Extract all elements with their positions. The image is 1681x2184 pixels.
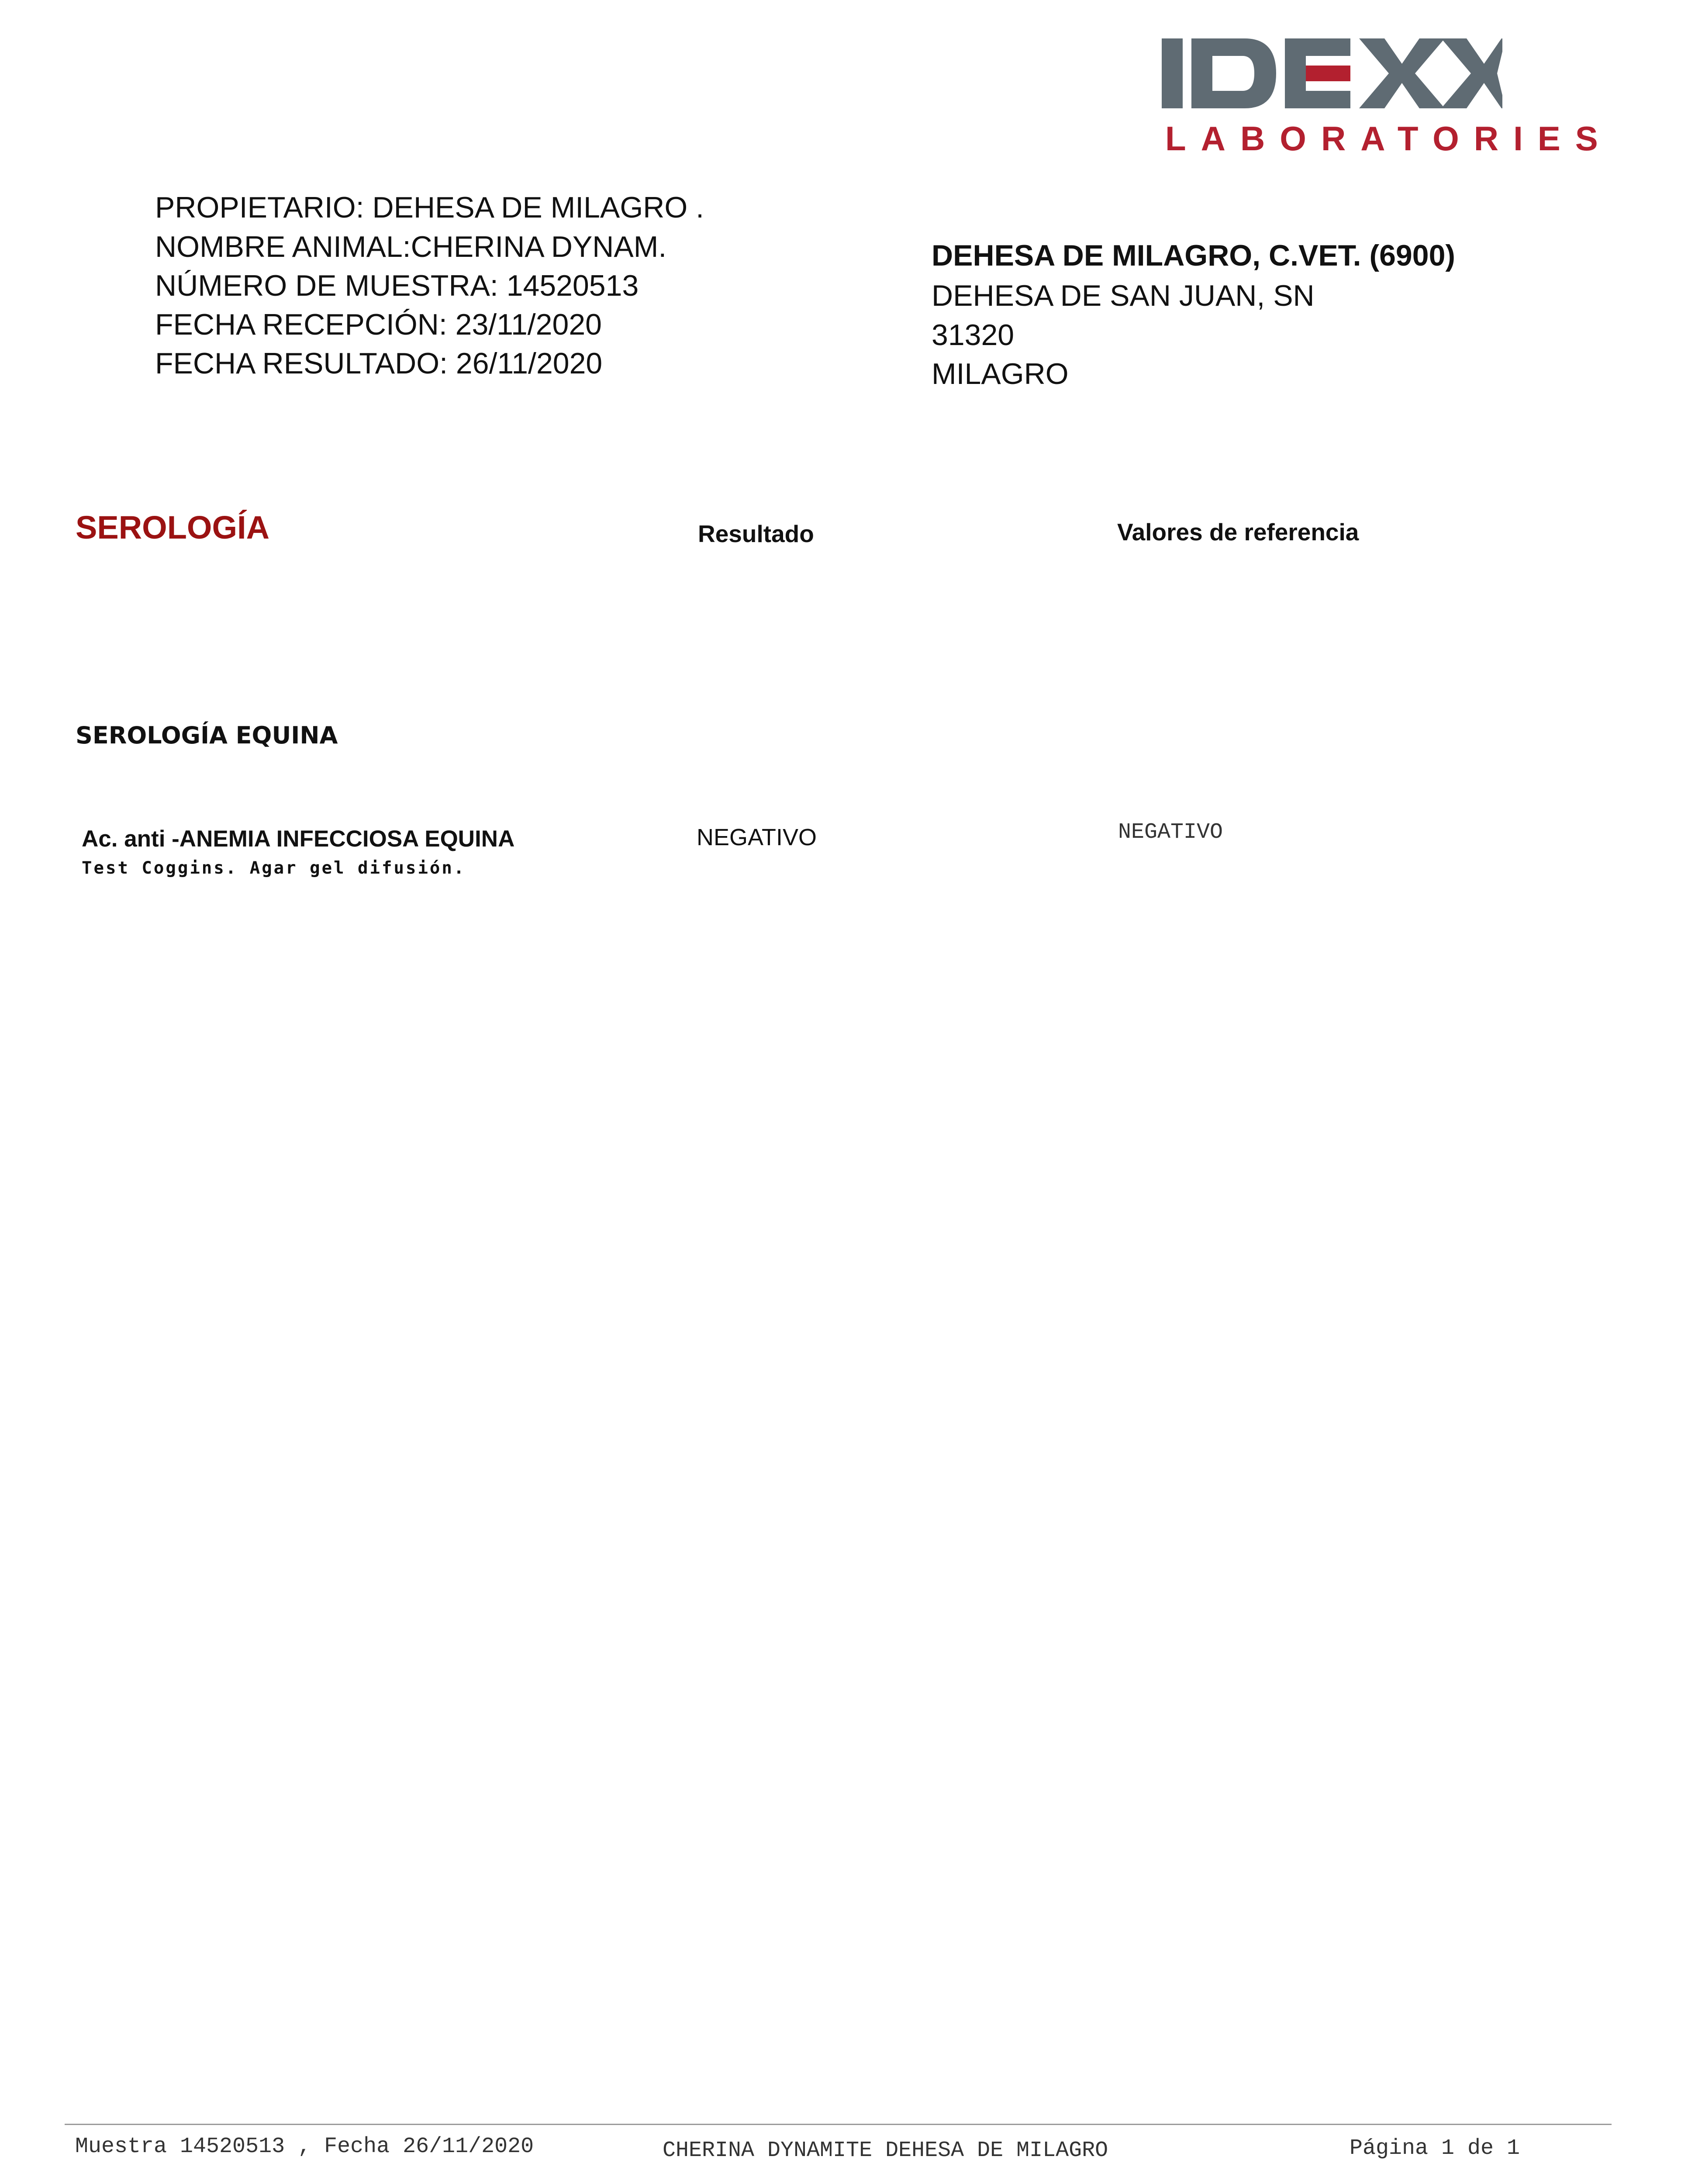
footer-sample-date: Muestra 14520513 , Fecha 26/11/2020 [75, 2134, 534, 2159]
footer-animal-owner: CHERINA DYNAMITE DEHESA DE MILAGRO [663, 2138, 1108, 2163]
logo-subtitle: LABORATORIES [1165, 119, 1613, 158]
reception-date-line: FECHA RECEPCIÓN: 23/11/2020 [155, 308, 602, 341]
clinic-name: DEHESA DE MILAGRO, C.VET. (6900) [932, 239, 1456, 272]
test-method: Test Coggins. Agar gel difusión. [82, 858, 466, 878]
clinic-postal-code: 31320 [932, 318, 1015, 352]
owner-line: PROPIETARIO: DEHESA DE MILAGRO . [155, 191, 704, 224]
test-result-value: NEGATIVO [697, 824, 817, 850]
animal-name-line: NOMBRE ANIMAL:CHERINA DYNAM. [155, 230, 667, 263]
sample-number-line: NÚMERO DE MUESTRA: 14520513 [155, 269, 639, 302]
subsection-title: SEROLOGÍA EQUINA [76, 722, 338, 749]
footer-page-number: Página 1 de 1 [1350, 2136, 1520, 2161]
result-date-line: FECHA RESULTADO: 26/11/2020 [155, 347, 603, 380]
test-reference-value: NEGATIVO [1118, 820, 1223, 845]
section-title: SEROLOGÍA [76, 509, 270, 546]
footer-divider [65, 2124, 1612, 2125]
reference-column-header: Valores de referencia [1117, 518, 1359, 546]
test-name: Ac. anti -ANEMIA INFECCIOSA EQUINA [82, 826, 515, 852]
clinic-city: MILAGRO [932, 357, 1069, 390]
result-column-header: Resultado [698, 520, 814, 547]
clinic-address: DEHESA DE SAN JUAN, SN [932, 279, 1315, 312]
